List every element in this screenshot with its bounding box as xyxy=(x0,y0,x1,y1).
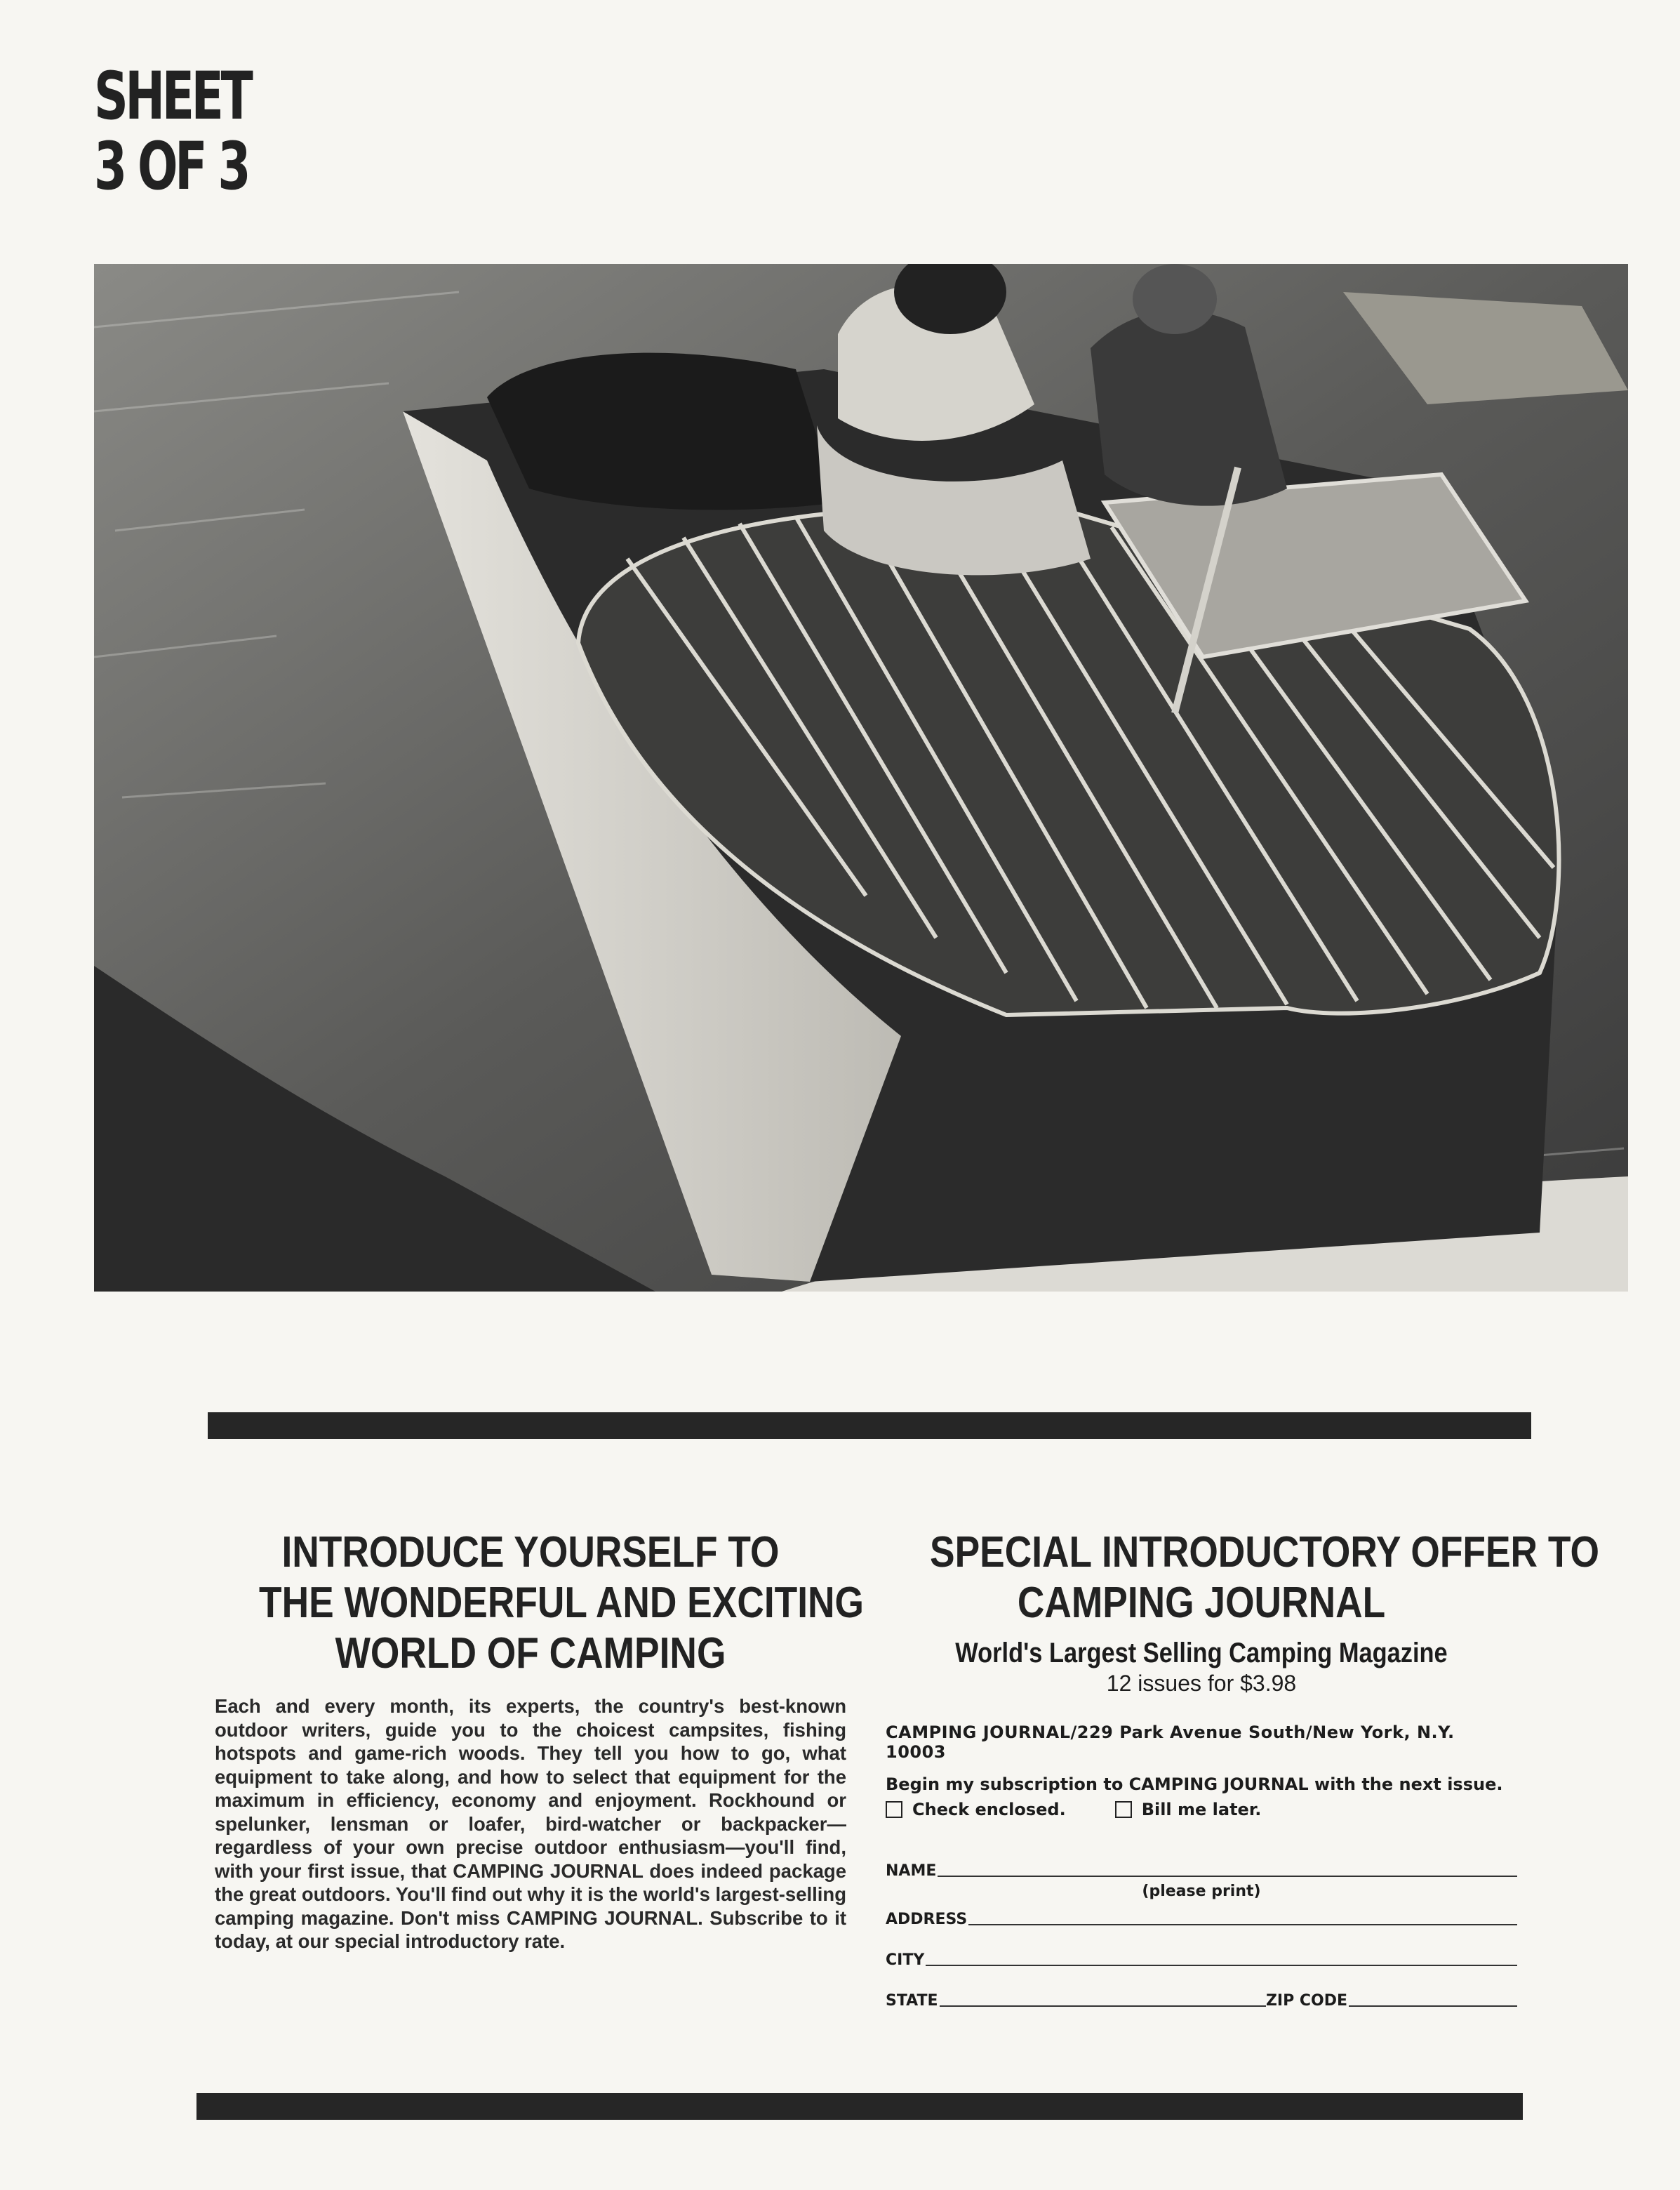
offer-tagline: World's Largest Selling Camping Magazine xyxy=(955,1638,1448,1668)
offer-title xyxy=(930,1527,1599,1628)
sheet-label-line2: 3 OF 3 xyxy=(94,128,248,205)
state-zip-row xyxy=(886,1969,1517,2010)
subscription-form xyxy=(886,1839,1517,2010)
zip-line[interactable] xyxy=(1349,2005,1517,2007)
bill-later-label: Bill me later. xyxy=(1141,1800,1262,1819)
promo-headline-line: INTRODUCE YOURSELF TO xyxy=(281,1528,780,1577)
promo-body: Each and every month, its experts, the country's best-known outdoor writers, guide you to the choicest campsites, fishing hotspots and game-rich woods. They tell you how to go, what equipment to take along, and how to select that equipment for the maximum in efficiency, economy and enjoyment. Rockhound or spelunker, lensman or loafer, bird-watcher or backpacker—regardless of your own precise outdoor enthusiasm—you'll find, with your first issue, that CAMPING JOURNAL does indeed package the great outdoors. You'll find out why it is the world's largest-selling camping magazine. Don't miss CAMPING JOURNAL. Subscribe to it today, at our special introductory rate. xyxy=(215,1695,846,1952)
state-label: STATE xyxy=(886,1992,938,2010)
check-enclosed-option[interactable] xyxy=(886,1800,1066,1819)
bill-later-option[interactable] xyxy=(1115,1800,1262,1819)
promo-headline xyxy=(259,1527,865,1679)
address-line[interactable] xyxy=(968,1924,1517,1925)
payment-options xyxy=(886,1800,1517,1819)
offer-title-line: SPECIAL INTRODUCTORY OFFER TO xyxy=(930,1528,1599,1577)
boat-photo xyxy=(94,264,1628,1292)
city-line[interactable] xyxy=(926,1965,1517,1966)
zip-label: ZIP CODE xyxy=(1265,1992,1347,2010)
offer-price: 12 issues for $3.98 xyxy=(1106,1671,1297,1696)
bill-later-checkbox[interactable] xyxy=(1115,1801,1132,1818)
promo-column xyxy=(215,1527,865,1953)
sheet-label-line1: SHEET xyxy=(94,58,251,135)
state-line[interactable] xyxy=(940,2005,1266,2007)
divider-rule-bottom xyxy=(196,2093,1523,2120)
boat-photo-illustration xyxy=(94,264,1628,1292)
offer-column xyxy=(886,1527,1599,2010)
address-label: ADDRESS xyxy=(886,1911,968,1928)
name-hint: (please print) xyxy=(1142,1883,1261,1900)
mailing-address: CAMPING JOURNAL/229 Park Avenue South/New York, N.Y. 10003 xyxy=(886,1723,1455,1762)
name-line[interactable] xyxy=(938,1876,1517,1877)
check-enclosed-label: Check enclosed. xyxy=(912,1800,1066,1819)
offer-title-line: CAMPING JOURNAL xyxy=(1017,1579,1386,1627)
city-field[interactable] xyxy=(886,1928,1517,1969)
check-enclosed-checkbox[interactable] xyxy=(886,1801,902,1818)
subscribe-line: Begin my subscription to CAMPING JOURNAL with the next issue. xyxy=(886,1774,1503,1794)
name-field[interactable] xyxy=(886,1839,1517,1880)
promo-headline-line: THE WONDERFUL AND EXCITING xyxy=(259,1579,865,1627)
name-label: NAME xyxy=(886,1862,937,1880)
divider-rule-top xyxy=(208,1412,1531,1439)
sheet-label xyxy=(94,58,251,205)
promo-headline-line: WORLD OF CAMPING xyxy=(335,1629,726,1678)
city-label: CITY xyxy=(886,1951,925,1969)
